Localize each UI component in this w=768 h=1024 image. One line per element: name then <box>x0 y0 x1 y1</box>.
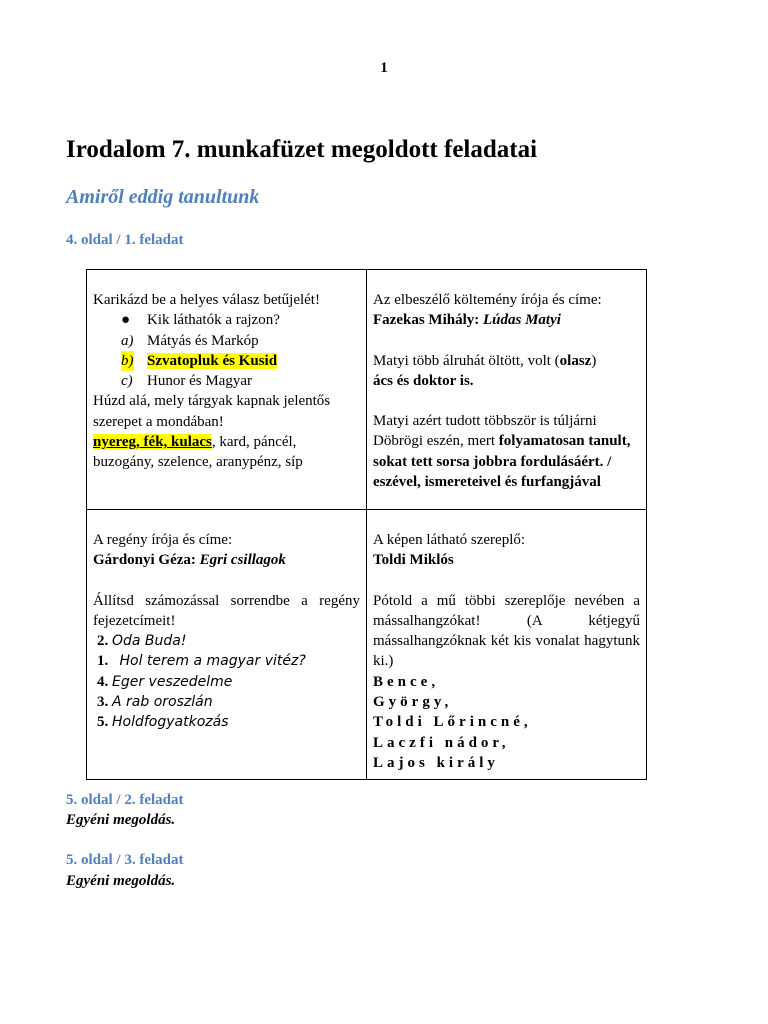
exercise-table <box>86 269 647 780</box>
option-letter: c) <box>121 373 133 390</box>
character-name: Lajos király <box>373 754 499 771</box>
disguise-text-c: ) <box>591 352 597 369</box>
chapter-title: Eger veszedelme <box>112 673 233 690</box>
consonant-instruction: Pótold a mű többi szereplője nevében a mássalhangzókat! (A kétjegyű mássalhangzóknak két kis vonalat hagytunk ki.) <box>373 592 640 670</box>
option-b <box>93 351 360 371</box>
cell-bottom-right <box>367 510 647 780</box>
section-heading-1: 4. oldal / 1. feladat <box>66 232 184 248</box>
chapter-title: Holdfogyatkozás <box>112 714 229 731</box>
chapter-title: Hol terem a magyar vitéz? <box>119 653 306 670</box>
page-number: 1 <box>380 60 388 76</box>
chapter-number: 3. <box>97 694 109 711</box>
poem-title: Lúdas Matyi <box>483 312 561 329</box>
outwit-answer: folyamatosan tanult, sokat tett sorsa jobbra fordulásáért. / eszével, ismereteivel és furfangjával <box>373 433 631 491</box>
section-answer-3: Egyéni megoldás. <box>66 873 176 889</box>
outwit-text <box>373 411 640 492</box>
section-heading-2: 5. oldal / 2. feladat <box>66 792 184 808</box>
option-c <box>93 371 360 391</box>
option-text: Hunor és Magyar <box>147 373 252 390</box>
disguise-answer: olasz <box>559 352 592 369</box>
poem-author: Fazekas Mihály: <box>373 312 483 329</box>
chapter-number: 2. <box>97 633 109 650</box>
character-name: Laczfi nádor, <box>373 734 510 751</box>
items-highlighted: nyereg, fék, kulacs <box>93 434 212 451</box>
question-line <box>93 310 360 330</box>
poem-question: Az elbeszélő költemény írója és címe: <box>373 292 602 308</box>
chapter-item <box>93 631 360 651</box>
option-letter: b) <box>121 351 134 371</box>
items-rest: , kard, páncél, buzogány, szelence, aranypénz, síp <box>93 434 303 471</box>
chapter-title: A rab oroszlán <box>112 694 213 711</box>
chapter-item <box>93 712 360 732</box>
disguise-text-a: Matyi több álruhát öltött, volt ( <box>373 352 560 369</box>
chapter-number: 5. <box>97 714 109 731</box>
chapter-subtitle: Amiről eddig tanultunk <box>66 186 260 208</box>
option-text-highlighted: Szvatopluk és Kusid <box>147 352 278 369</box>
bullet-icon: ● <box>121 312 131 329</box>
section-heading-3: 5. oldal / 3. feladat <box>66 852 184 868</box>
novel-author: Gárdonyi Géza: <box>93 552 200 569</box>
cell-top-left <box>87 270 367 510</box>
chapter-number: 4. <box>97 673 109 690</box>
option-letter: a) <box>121 332 134 349</box>
disguise-answer-2: ács és doktor is. <box>373 372 474 389</box>
question-text: Kik láthatók a rajzon? <box>147 312 280 329</box>
poem-answer <box>373 310 640 330</box>
option-text: Mátyás és Markóp <box>147 332 259 349</box>
disguise-text <box>373 351 640 392</box>
section-answer-2: Egyéni megoldás. <box>66 812 176 828</box>
chapter-item <box>93 692 360 712</box>
instruction-underline: Húzd alá, mely tárgyak kapnak jelentős szerepet a mondában! <box>93 393 331 430</box>
outwit-text-a: Matyi azért tudott többször is túljárni Döbrögi eszén, mert <box>373 413 597 450</box>
cell-bottom-left <box>87 510 367 780</box>
novel-question: A regény írója és címe: <box>93 532 233 548</box>
chapter-item <box>93 672 360 692</box>
character-name: Toldi Lőrincné, <box>373 714 532 731</box>
chapter-number: 1. <box>97 653 109 670</box>
chapter-title: Oda Buda! <box>112 633 187 650</box>
character-name: Bence, <box>373 673 440 690</box>
novel-answer <box>93 550 360 570</box>
novel-title: Egri csillagok <box>199 552 286 569</box>
character-answer: Toldi Miklós <box>373 552 454 569</box>
instruction-circle: Karikázd be a helyes válasz betűjelét! <box>93 292 320 308</box>
chapter-item <box>93 651 360 671</box>
cell-top-right <box>367 270 647 510</box>
page-title: Irodalom 7. munkafüzet megoldott feladatai <box>66 136 538 163</box>
chapters-instruction: Állítsd számozással sorrendbe a regény fejezetcímeit! <box>93 592 360 629</box>
option-a <box>93 331 360 351</box>
character-name: György, <box>373 694 453 711</box>
character-question: A képen látható szereplő: <box>373 532 526 548</box>
items-list <box>93 432 360 473</box>
